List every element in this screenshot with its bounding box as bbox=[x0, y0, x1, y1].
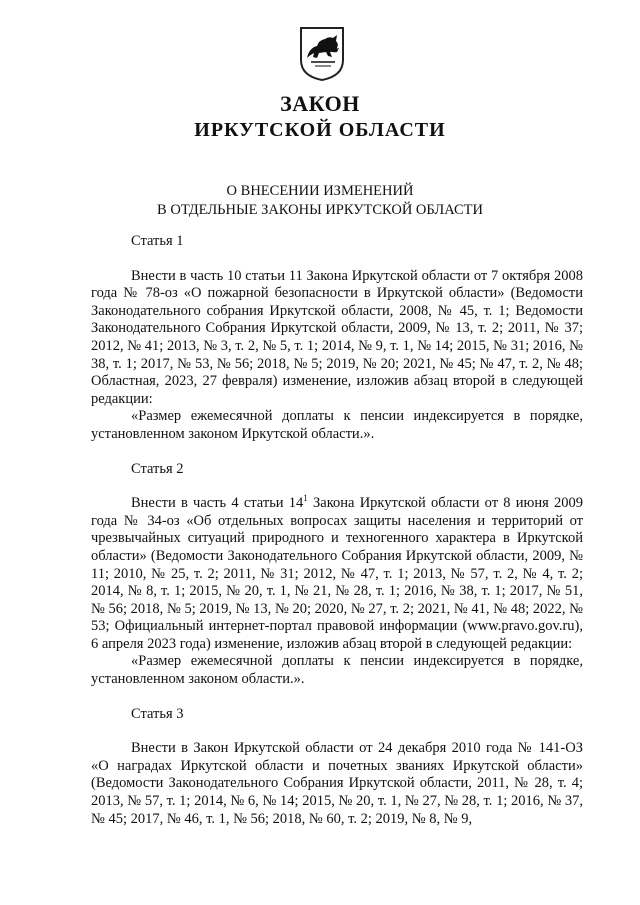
document-subtitle bbox=[0, 182, 640, 220]
document-title: ЗАКОН bbox=[280, 91, 360, 116]
article-2-paragraph bbox=[91, 495, 583, 653]
article-3-paragraph: Внести в Закон Иркутской области от 24 декабря 2010 года № 141-ОЗ «О наградах Иркутской области и почетных званиях Иркутской области» (Ведомости Законодательного Собрания Иркутской области, 2011, № 28, т. 4; 2013, № 57, т. 1; 2014, № 6, № 14; 2015, № 20, т. 1, № 27, № 28, т. 1; 2016, № 37, № 45; 2017, № 46, т. 1, № 56; 2018, № 60, т. 2; 2019, № 8, № 9, bbox=[91, 740, 583, 827]
document-title-region: ИРКУТСКОЙ ОБЛАСТИ bbox=[194, 119, 446, 141]
article-2-text-end: Закона Иркутской области от 8 июня 2009 года № 34-оз «Об отдельных вопросах защиты населения и территорий от чрезвычайных ситуаций природного и техногенного характера в Иркутской области» (Ведомости Законодательного Собрания Иркутской области, 2009, № 11; 2010, № 25, т. 2; 2011, № 31; 2012, № 47, т. 1; 2013, № 57, т. 2, № 4, т. 2; 2014, № 8, т. 1; 2015, № 20, т. 1, № 21, № 28, т. 1; 2016, № 38, т. 1; 2017, № 51, № 56; 2018, № 5; 2019, № 13, № 20; 2020, № 27, т. 2; 2021, № 41, № 48; 2022, № 53; Официальный интернет-портал правовой информации (www.pravo.gov.ru), 6 апреля 2023 года) изменение, изложив абзац второй в следующей редакции: bbox=[91, 495, 583, 652]
article-1-quote: «Размер ежемесячной доплаты к пенсии индексируется в порядке, установленном законом Иркутской области.». bbox=[91, 408, 583, 442]
article-1-paragraph: Внести в часть 10 статьи 11 Закона Иркутской области от 7 октября 2008 года № 78-оз «О пожарной безопасности в Иркутской области» (Ведомости Законодательного собрания Иркутской области, 2008, № 45, т. 1; Ведомости Законодательного Собрания Иркутской области, 2009, № 13, т. 2; 2011, № 37; 2012, № 41; 2013, № 3, т. 2, № 5, т. 1; 2014, № 9, т. 1, № 14; 2015, № 31; 2016, № 38, т. 1; 2017, № 53, № 56; 2018, № 5; 2019, № 20; 2021, № 45; № 47, т. 2, № 48; Областная, 2023, 27 февраля) изменение, изложив абзац второй в следующей редакции: bbox=[91, 267, 583, 407]
document-body bbox=[91, 233, 583, 828]
article-2-heading: Статья 2 bbox=[131, 460, 184, 477]
article-3-heading: Статья 3 bbox=[131, 705, 184, 722]
article-2-quote: «Размер ежемесячной доплаты к пенсии индексируется в порядке, установленном законом области.». bbox=[91, 653, 583, 688]
coat-of-arms-icon bbox=[299, 26, 345, 82]
subtitle-line-1: О ВНЕСЕНИИ ИЗМЕНЕНИЙ bbox=[226, 183, 414, 199]
article-2-superscript: 1 bbox=[303, 493, 308, 504]
article-1-heading: Статья 1 bbox=[131, 233, 184, 249]
subtitle-line-2: В ОТДЕЛЬНЫЕ ЗАКОНЫ ИРКУТСКОЙ ОБЛАСТИ bbox=[157, 202, 483, 218]
article-2-text-start: Внести в часть 4 статьи 14 bbox=[131, 495, 304, 512]
